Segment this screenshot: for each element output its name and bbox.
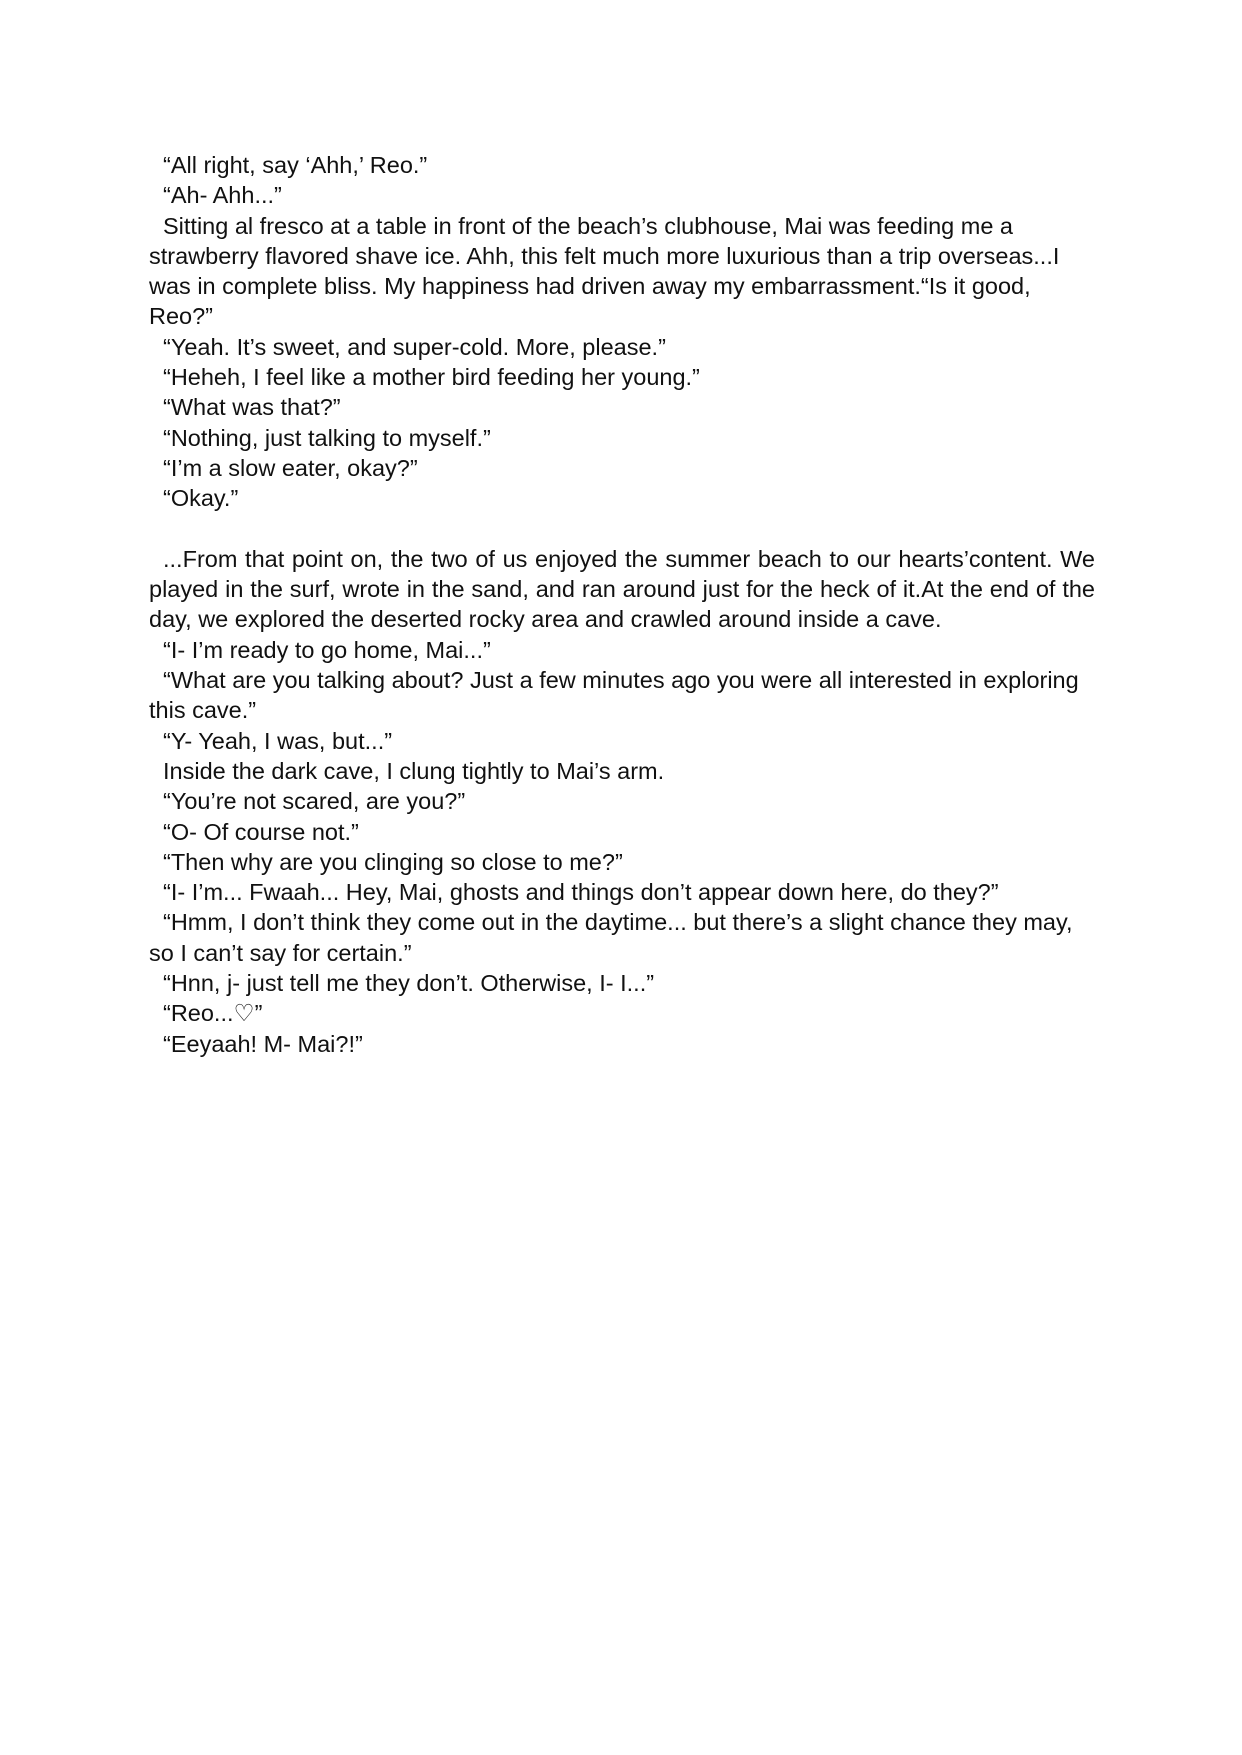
dialogue-line: “Okay.”	[163, 485, 239, 512]
narration-paragraph: ...From that point on, the two of us enjoyed the summer beach to our hearts’content. We played in the surf, wrote in the sand, and ran around just for the heck of it.At the end of the day, we explored the deserted rocky area and crawled around inside a cave.	[149, 545, 1095, 633]
dialogue-line: “I- I’m ready to go home, Mai...”	[163, 636, 491, 663]
dialogue-line: “What are you talking about? Just a few minutes ago you were all interested in exploring this cave.”	[149, 667, 1079, 724]
dialogue-line: “All right, say ‘Ahh,’ Reo.”	[163, 152, 428, 178]
dialogue-line: “Hnn, j- just tell me they don’t. Otherwise, I- I...”	[163, 970, 655, 997]
story-text	[149, 150, 1095, 1059]
dialogue-line: “I- I’m... Fwaah... Hey, Mai, ghosts and things don’t appear down here, do they?”	[163, 879, 999, 906]
dialogue-line: “Then why are you clinging so close to me?”	[163, 848, 623, 875]
paragraph-break	[149, 514, 1095, 544]
dialogue-line: “Ah- Ahh...”	[163, 182, 282, 209]
narration-paragraph: Sitting al fresco at a table in front of the beach’s clubhouse, Mai was feeding me a strawberry flavored shave ice. Ahh, this felt much more luxurious than a trip overseas...I was in complete bliss. My happiness had driven away my embarrassment.“Is it good, Reo?”	[149, 212, 1060, 330]
dialogue-line: “Y- Yeah, I was, but...”	[163, 727, 393, 754]
dialogue-line: “O- Of course not.”	[163, 818, 359, 845]
dialogue-line: “Nothing, just talking to myself.”	[163, 424, 491, 451]
dialogue-line: “You’re not scared, are you?”	[163, 788, 466, 815]
dialogue-line: “Reo...♡”	[163, 1000, 263, 1027]
dialogue-line: “I’m a slow eater, okay?”	[163, 454, 418, 481]
narration-paragraph: Inside the dark cave, I clung tightly to Mai’s arm.	[163, 757, 665, 784]
dialogue-line: “Yeah. It’s sweet, and super-cold. More, please.”	[163, 333, 666, 360]
dialogue-line: “Heheh, I feel like a mother bird feeding her young.”	[163, 364, 700, 391]
dialogue-line: “Eeyaah! M- Mai?!”	[163, 1030, 363, 1057]
dialogue-line: “What was that?”	[163, 394, 341, 421]
dialogue-line: “Hmm, I don’t think they come out in the daytime... but there’s a slight chance they may, so I can’t say for certain.”	[149, 909, 1073, 966]
